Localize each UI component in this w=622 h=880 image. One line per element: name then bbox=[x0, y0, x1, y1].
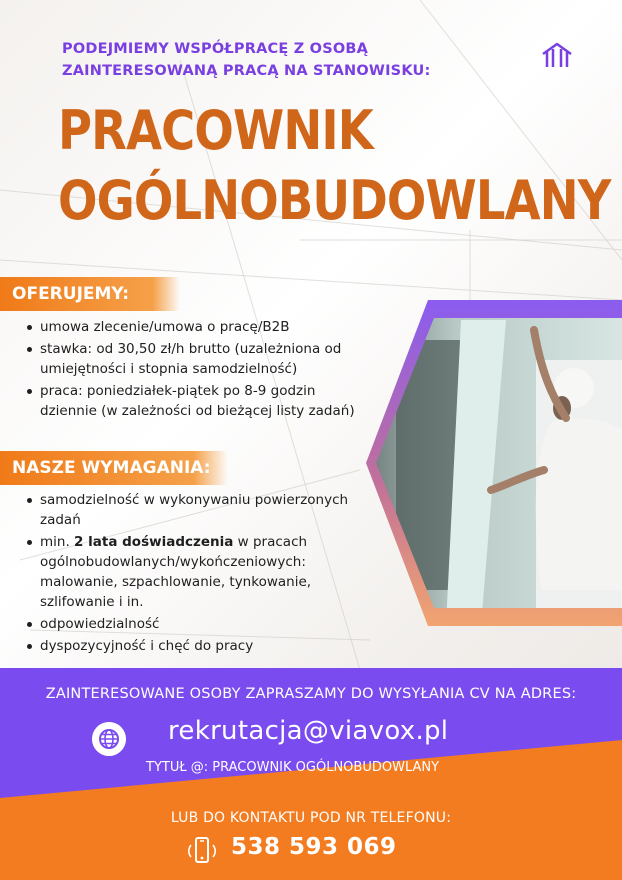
phone-icon bbox=[185, 834, 219, 868]
email-subject: TYTUŁ @: PRACOWNIK OGÓLNOBUDOWLANY bbox=[146, 760, 440, 775]
email-link[interactable]: rekrutacja@viavox.pl bbox=[168, 716, 449, 746]
requirement-item: dyspozycyjność i chęć do pracy bbox=[24, 636, 369, 656]
requirement-prefix: min. bbox=[40, 534, 75, 550]
offer-heading: OFERUJEMY: bbox=[0, 277, 180, 311]
requirement-item: odpowiedzialność bbox=[24, 614, 369, 634]
globe-icon bbox=[92, 722, 126, 756]
requirement-suffix: w pracach ogólnobudowlanych/wykończeniowych: malowanie, szpachlowanie, tynkowanie, szlifowanie i in. bbox=[40, 534, 312, 610]
cv-instructions: ZAINTERESOWANE OSOBY ZAPRASZAMY DO WYSYŁANIA CV NA ADRES: bbox=[45, 686, 577, 702]
requirement-item bbox=[24, 532, 369, 612]
worker-photo bbox=[366, 300, 622, 626]
offer-item: praca: poniedziałek-piątek po 8-9 godzin dziennie (w zależności od bieżącej listy zadań) bbox=[24, 381, 369, 421]
phone-instructions: LUB DO KONTAKTU POD NR TELEFONU: bbox=[170, 810, 452, 826]
offer-item: umowa zlecenie/umowa o pracę/B2B bbox=[24, 317, 369, 337]
intro-line-2: ZAINTERESOWANĄ PRACĄ NA STANOWISKU: bbox=[62, 63, 431, 79]
phone-number[interactable]: 538 593 069 bbox=[231, 834, 397, 860]
requirement-highlight: 2 lata doświadczenia bbox=[74, 534, 234, 550]
intro-line-1: PODEJMIEMY WSPÓŁPRACĘ Z OSOBĄ bbox=[62, 41, 369, 57]
house-icon bbox=[541, 42, 573, 68]
job-title-line-2: OGÓLNOBUDOWLANY bbox=[58, 169, 611, 232]
requirement-item: samodzielność w wykonywaniu powierzonych zadań bbox=[24, 490, 369, 530]
intro-text bbox=[62, 38, 482, 82]
offer-item: stawka: od 30,50 zł/h brutto (uzależniona od umiejętności i stopnia samodzielność) bbox=[24, 339, 369, 379]
offer-list bbox=[24, 317, 369, 423]
job-title-line-1: PRACOWNIK bbox=[58, 99, 373, 162]
requirements-list bbox=[24, 490, 369, 658]
requirements-heading: NASZE WYMAGANIA: bbox=[0, 451, 228, 485]
job-title bbox=[58, 96, 611, 236]
